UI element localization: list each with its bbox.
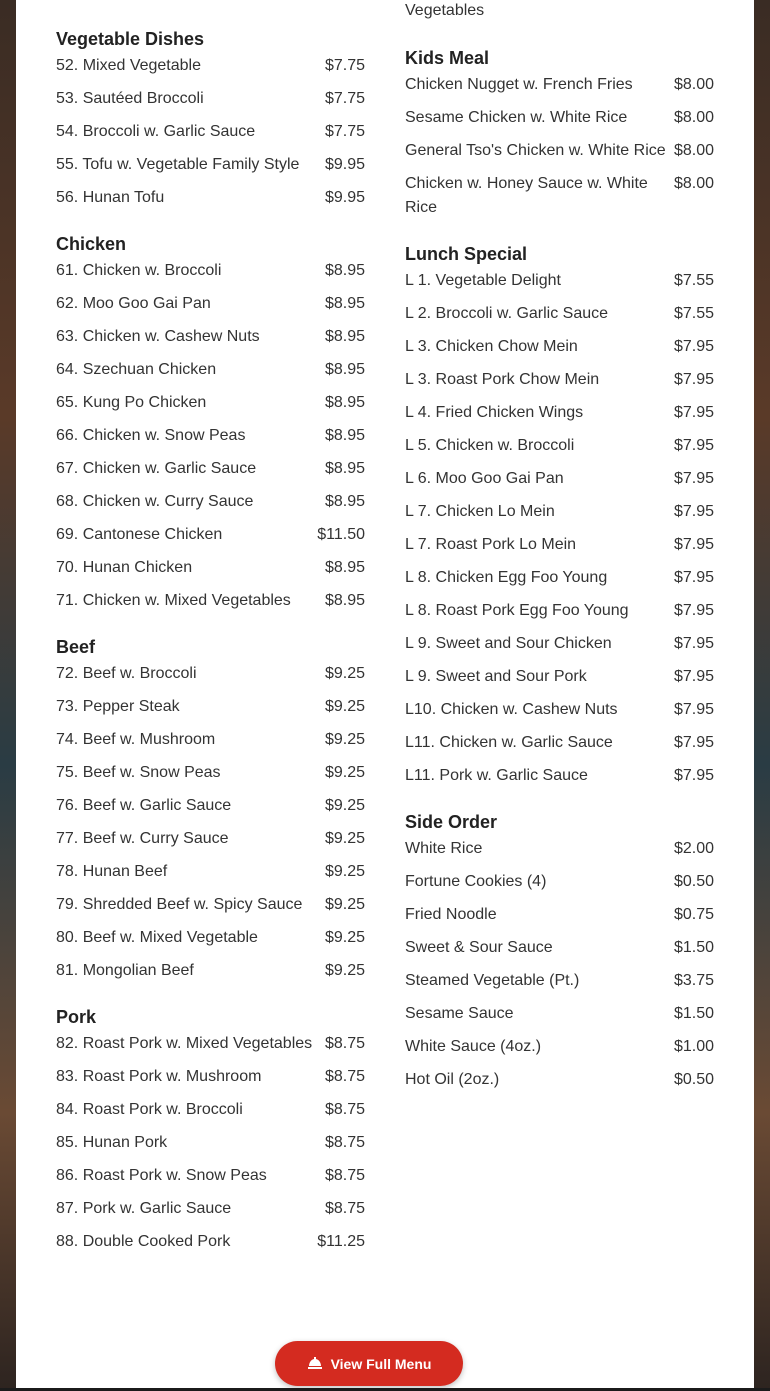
section-title: Kids Meal [405,48,490,68]
menu-item [56,794,365,818]
menu-item-name: 74. Beef w. Mushroom [56,731,216,748]
background-left-edge [0,0,16,1391]
menu-item-name: 66. Chicken w. Snow Peas [56,427,246,444]
menu-item [56,761,365,785]
menu-item-name: 81. Mongolian Beef [56,962,194,979]
menu-item-price: $8.00 [673,142,714,159]
menu-item [405,368,714,392]
view-full-menu-label: View Full Menu [330,1355,432,1372]
menu-item [405,566,714,590]
menu-item-name: L 9. Sweet and Sour Pork [405,668,587,685]
menu-item [56,259,365,283]
menu-item-name: L 3. Chicken Chow Mein [405,338,578,355]
menu-item-name: 54. Broccoli w. Garlic Sauce [56,123,256,140]
menu-item-price: $7.55 [673,305,714,322]
menu-item-price: $8.95 [324,592,365,609]
menu-item [56,1065,365,1089]
menu-item-price: $0.50 [673,1071,714,1088]
menu-item [405,764,714,788]
menu-item-name: White Rice [405,840,483,857]
menu-item-price: $9.95 [324,156,365,173]
menu-item [56,959,365,983]
menu-item [405,1035,714,1059]
menu-item-price: $7.55 [673,272,714,289]
menu-item-name: Chicken Nugget w. French Fries [405,76,633,93]
menu-item-price: $9.25 [324,698,365,715]
menu-item-name: L 1. Vegetable Delight [405,272,561,289]
menu-item [56,1032,365,1056]
menu-item-price: $9.25 [324,797,365,814]
menu-item-name: L10. Chicken w. Cashew Nuts [405,701,618,718]
menu-item-name: 79. Shredded Beef w. Spicy Sauce [56,896,303,913]
menu-item-price: $7.95 [673,734,714,751]
menu-item [56,556,365,580]
view-full-menu-button[interactable] [275,1341,463,1386]
menu-item-price: $7.95 [673,701,714,718]
truncated-item-text [405,0,714,23]
menu-item-price: $7.95 [673,536,714,553]
menu-item-name: Sesame Chicken w. White Rice [405,109,628,126]
menu-item [56,391,365,415]
menu-item [56,325,365,349]
menu-item-price: $1.50 [673,939,714,956]
menu-item-price: $9.25 [324,764,365,781]
menu-item-name: Steamed Vegetable (Pt.) [405,972,580,989]
menu-item [405,903,714,927]
menu-item [405,533,714,557]
menu-item [56,424,365,448]
menu-item [405,632,714,656]
menu-item [56,860,365,884]
menu-item-price: $7.75 [324,123,365,140]
menu-item-name: Fortune Cookies (4) [405,873,547,890]
menu-item-price: $9.95 [324,189,365,206]
menu-item-price: $0.75 [673,906,714,923]
section-title: Lunch Special [405,244,528,264]
menu-item-name: 62. Moo Goo Gai Pan [56,295,211,312]
section-title: Pork [56,1007,97,1027]
menu-item [56,1230,365,1254]
menu-item [56,54,365,78]
menu-item-name: Fried Noodle [405,906,497,923]
menu-item-name: 70. Hunan Chicken [56,559,193,576]
menu-item-price: $8.75 [324,1101,365,1118]
menu-item-price: $3.75 [673,972,714,989]
menu-item-price: $7.75 [324,90,365,107]
menu-item-price: $8.75 [324,1200,365,1217]
menu-item-price: $11.50 [317,526,365,543]
menu-item-price: $9.25 [324,731,365,748]
menu-item [405,335,714,359]
menu-item-price: $7.95 [673,338,714,355]
menu-item-name: Chicken w. Honey Sauce w. White Rice [405,175,648,216]
menu-item-name: L 7. Chicken Lo Mein [405,503,555,520]
menu-item-name: L 7. Roast Pork Lo Mein [405,536,577,553]
menu-item [405,698,714,722]
menu-item-name: 69. Cantonese Chicken [56,526,223,543]
menu-item-price: $7.95 [673,602,714,619]
menu-item-name: General Tso's Chicken w. White Rice [405,142,666,159]
menu-item [56,87,365,111]
menu-item-price: $2.00 [673,840,714,857]
menu-item-price: $7.95 [673,437,714,454]
food-tray-icon [307,1357,323,1371]
menu-item-name: Sesame Sauce [405,1005,514,1022]
menu-item-price: $8.95 [324,328,365,345]
menu-item [56,662,365,686]
menu-item [56,523,365,547]
menu-item-price: $0.50 [673,873,714,890]
menu-item-name: 82. Roast Pork w. Mixed Vegetables [56,1035,313,1052]
menu-item-price: $11.25 [317,1233,365,1250]
menu-item-price: $8.95 [324,295,365,312]
menu-item-price: $7.95 [673,503,714,520]
menu-item [405,837,714,861]
menu-item [405,599,714,623]
menu-item [405,731,714,755]
menu-item-price: $9.25 [324,962,365,979]
menu-item-price: $8.95 [324,361,365,378]
menu-item-price: $8.95 [324,460,365,477]
menu-item-price: $8.00 [673,175,714,192]
menu-item-name: 71. Chicken w. Mixed Vegetables [56,592,291,609]
menu-item-name: Hot Oil (2oz.) [405,1071,500,1088]
menu-item-name: 80. Beef w. Mixed Vegetable [56,929,258,946]
menu-item [405,969,714,993]
menu-item-name: 68. Chicken w. Curry Sauce [56,493,254,510]
menu-item-price: $8.75 [324,1068,365,1085]
menu-item-name: 84. Roast Pork w. Broccoli [56,1101,243,1118]
menu-item-price: $7.75 [324,57,365,74]
menu-item-price: $8.95 [324,427,365,444]
menu-item-price: $7.95 [673,668,714,685]
menu-item-price: $8.75 [324,1167,365,1184]
menu-item-name: L 4. Fried Chicken Wings [405,404,584,421]
menu-item-name: 52. Mixed Vegetable [56,57,201,74]
menu-item [56,186,365,210]
section-title: Vegetable Dishes [56,29,205,49]
menu-item-price: $7.95 [673,371,714,388]
menu-item-price: $9.25 [324,665,365,682]
menu-panel [16,0,754,1391]
menu-item-price: $8.00 [673,109,714,126]
menu-item-name: 64. Szechuan Chicken [56,361,217,378]
menu-item-name: 85. Hunan Pork [56,1134,168,1151]
menu-item [56,120,365,144]
menu-item [56,589,365,613]
menu-item-price: $7.95 [673,470,714,487]
menu-item-name: 83. Roast Pork w. Mushroom [56,1068,262,1085]
menu-item-name: 53. Sautéed Broccoli [56,90,204,107]
menu-item [56,153,365,177]
menu-item-name: L 6. Moo Goo Gai Pan [405,470,564,487]
menu-item-name: 87. Pork w. Garlic Sauce [56,1200,232,1217]
background-right-edge [754,0,770,1391]
menu-item-name: Sweet & Sour Sauce [405,939,553,956]
menu-item-name: L 5. Chicken w. Broccoli [405,437,575,454]
menu-item [405,936,714,960]
menu-item [405,434,714,458]
menu-item-name: L11. Pork w. Garlic Sauce [405,767,588,784]
menu-item [405,1002,714,1026]
menu-item-price: $1.50 [673,1005,714,1022]
menu-item-name: 75. Beef w. Snow Peas [56,764,221,781]
menu-item [56,827,365,851]
menu-item-name: L 9. Sweet and Sour Chicken [405,635,612,652]
menu-item-name: 65. Kung Po Chicken [56,394,207,411]
menu-item [56,893,365,917]
menu-item-name: L 8. Roast Pork Egg Foo Young [405,602,629,619]
section-title: Side Order [405,812,498,832]
menu-item [56,457,365,481]
menu-item-name: 77. Beef w. Curry Sauce [56,830,229,847]
menu-item-name: 67. Chicken w. Garlic Sauce [56,460,257,477]
menu-item-price: $1.00 [673,1038,714,1055]
menu-item-name: L 2. Broccoli w. Garlic Sauce [405,305,609,322]
menu-item-name: 88. Double Cooked Pork [56,1233,231,1250]
menu-item [405,500,714,524]
menu-item [405,302,714,326]
menu-item-price: $7.95 [673,569,714,586]
menu-item [56,1098,365,1122]
menu-item-price: $8.95 [324,493,365,510]
menu-item-name: 63. Chicken w. Cashew Nuts [56,328,260,345]
menu-item [56,292,365,316]
menu-item-name: 55. Tofu w. Vegetable Family Style [56,156,300,173]
menu-item [56,1131,365,1155]
menu-item [405,665,714,689]
menu-item-price: $9.25 [324,830,365,847]
menu-item [405,1068,714,1092]
menu-item [56,695,365,719]
menu-item-name: 86. Roast Pork w. Snow Peas [56,1167,267,1184]
menu-item [405,73,714,97]
menu-item-price: $8.75 [324,1035,365,1052]
menu-item [405,870,714,894]
menu-item-price: $9.25 [324,929,365,946]
menu-item-name: 73. Pepper Steak [56,698,180,715]
menu-item-name: 76. Beef w. Garlic Sauce [56,797,232,814]
menu-item [405,467,714,491]
menu-item-price: $7.95 [673,767,714,784]
section-title: Chicken [56,234,127,254]
menu-item [56,728,365,752]
menu-item-price: $7.95 [673,404,714,421]
menu-item-name: White Sauce (4oz.) [405,1038,542,1055]
menu-item [56,926,365,950]
menu-item [405,106,714,130]
menu-item-price: $8.00 [673,76,714,93]
menu-item [56,358,365,382]
menu-item [405,139,714,163]
menu-item-name: 61. Chicken w. Broccoli [56,262,222,279]
menu-item-price: $7.95 [673,635,714,652]
menu-item-name: L 8. Chicken Egg Foo Young [405,569,608,586]
menu-item-price: $8.95 [324,262,365,279]
menu-item-name: 56. Hunan Tofu [56,189,165,206]
menu-item [56,490,365,514]
menu-item [56,1197,365,1221]
menu-item-name: 72. Beef w. Broccoli [56,665,197,682]
menu-item-name: L 3. Roast Pork Chow Mein [405,371,600,388]
menu-item-price: $9.25 [324,896,365,913]
menu-item [405,172,714,220]
menu-item-price: $9.25 [324,863,365,880]
truncated-item-name: Vegetables [405,2,485,19]
menu-item-price: $8.95 [324,394,365,411]
menu-item [56,1164,365,1188]
menu-item-price: $8.95 [324,559,365,576]
menu-item [405,269,714,293]
menu-item-name: L11. Chicken w. Garlic Sauce [405,734,613,751]
section-title: Beef [56,637,96,657]
menu-item-price: $8.75 [324,1134,365,1151]
menu-item-name: 78. Hunan Beef [56,863,168,880]
menu-item [405,401,714,425]
